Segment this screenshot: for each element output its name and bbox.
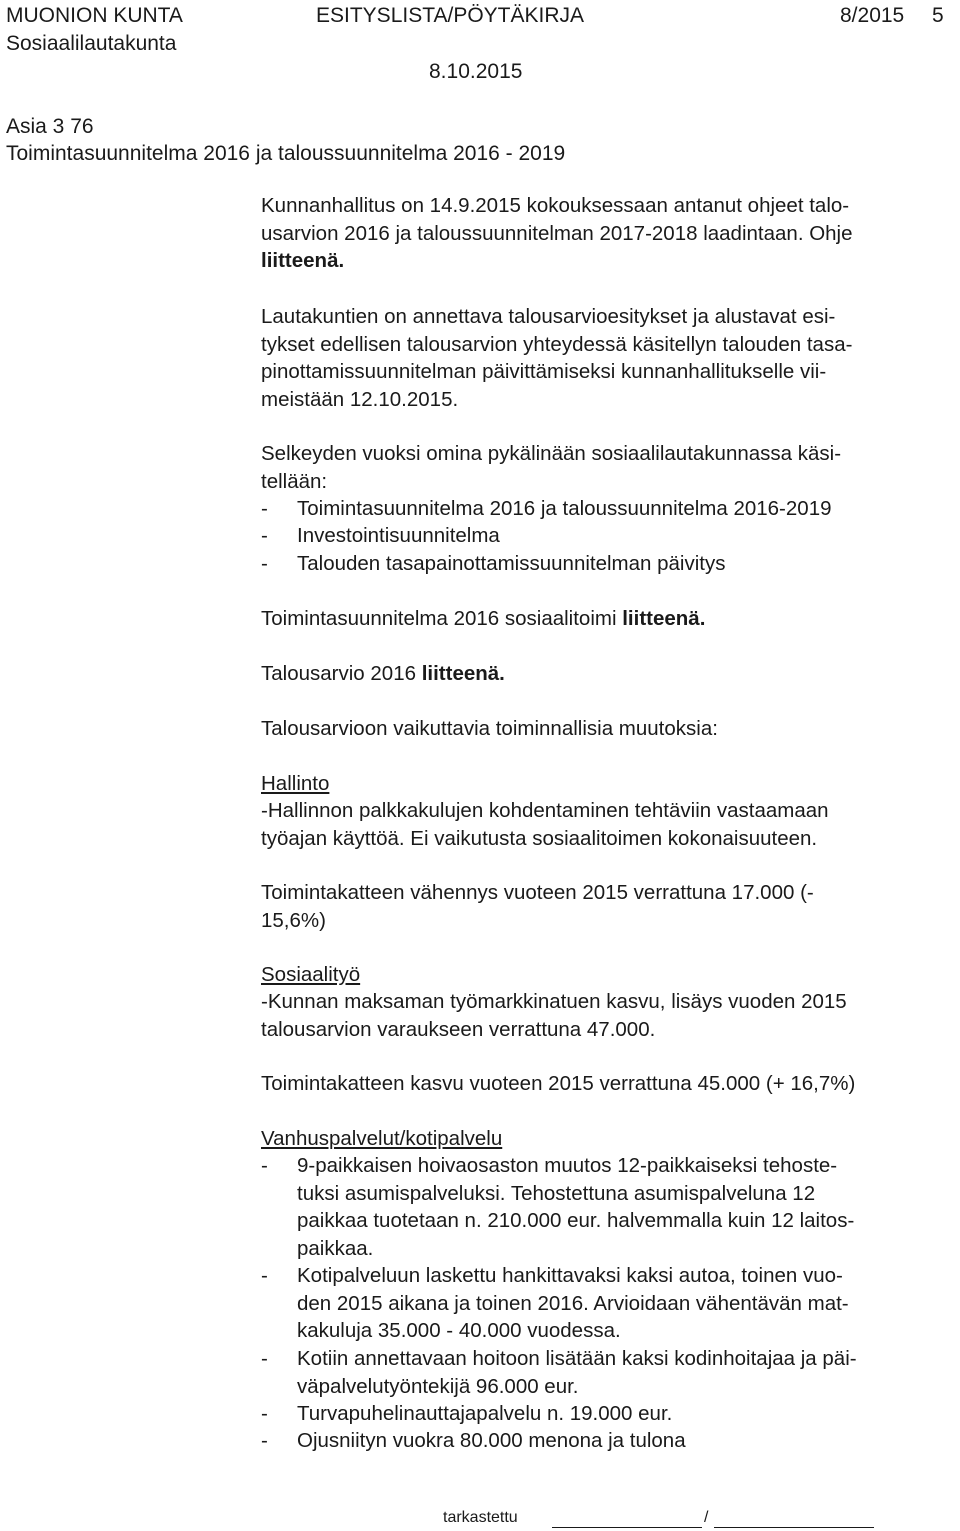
document-type: ESITYSLISTA/PÖYTÄKIRJA — [316, 4, 585, 27]
attachment-reference: liitteenä. — [261, 249, 345, 272]
list-item-text: Turvapuhelinauttajapalvelu n. 19.000 eur. — [297, 1402, 673, 1425]
sosiaalityo-text — [261, 988, 951, 1043]
text-line: kakuluja 35.000 - 40.000 vuodessa. — [297, 1319, 621, 1342]
operating-plan-text: Toimintasuunnitelma 2016 sosiaalitoimi — [261, 607, 617, 630]
hallinto-summary — [261, 879, 951, 934]
list-item: - — [261, 1264, 268, 1287]
item-number: Asia 3 76 — [6, 115, 94, 138]
signature-line — [552, 1527, 702, 1528]
list-item-text — [297, 1262, 947, 1345]
text-line: meistään 12.10.2015. — [261, 387, 459, 411]
signature-separator: / — [704, 1509, 709, 1526]
attachment-reference: liitteenä. — [622, 607, 706, 630]
list-item-text: Talouden tasapainottamissuunnitelman päivitys — [297, 552, 726, 575]
text-line: -Hallinnon palkkakulujen kohdentaminen tehtäviin vastaamaan — [261, 799, 829, 822]
operating-plan-line — [261, 605, 705, 633]
checked-label: tarkastettu — [443, 1509, 518, 1526]
list-item: - — [261, 497, 268, 520]
text-line: den 2015 aikana ja toinen 2016. Arvioidaan vähentävän mat- — [297, 1291, 849, 1315]
page-number: 5 — [932, 4, 944, 27]
section-heading-hallinto: Hallinto — [261, 772, 330, 795]
list-item: - — [261, 1154, 268, 1177]
text-line: usarvion 2016 ja taloussuunnitelman 2017-2018 laadintaan. Ohje — [261, 221, 853, 245]
list-item-text: Toimintasuunnitelma 2016 ja taloussuunnitelma 2016-2019 — [297, 497, 832, 520]
text-line: Kunnanhallitus on 14.9.2015 kokouksessaan antanut ohjeet talo- — [261, 194, 850, 217]
section-heading-vanhuspalvelut: Vanhuspalvelut/kotipalvelu — [261, 1127, 503, 1150]
text-line: Selkeyden vuoksi omina pykälinään sosiaalilautakunnassa käsi- — [261, 442, 842, 465]
list-item: - — [261, 552, 268, 575]
org-name: MUONION KUNTA — [6, 4, 183, 27]
text-line: paikkaa tuotetaan n. 210.000 eur. halvemmalla kuin 12 laitos- — [297, 1209, 855, 1232]
list-item: - — [261, 524, 268, 547]
attachment-reference: liitteenä. — [421, 662, 505, 685]
changes-heading: Talousarvioon vaikuttavia toiminnallisia muutoksia: — [261, 717, 718, 740]
document-number: 8/2015 — [840, 4, 905, 27]
text-line: 9-paikkaisen hoivaosaston muutos 12-paikkaiseksi tehoste- — [297, 1154, 838, 1177]
text-line: pinottamissuunnitelman päivittämiseksi kunnanhallitukselle vii- — [261, 360, 827, 383]
text-line: Toimintakatteen vähennys vuoteen 2015 verrattuna 17.000 (- — [261, 881, 814, 904]
list-item-text: Investointisuunnitelma — [297, 524, 500, 547]
text-line: Kotiin annettavaan hoitoon lisätään kaksi kodinhoitajaa ja päi- — [297, 1347, 857, 1370]
paragraph-instructions — [261, 192, 951, 275]
meeting-date: 8.10.2015 — [429, 60, 523, 83]
paragraph-sections — [261, 440, 951, 495]
text-line: paikkaa. — [297, 1236, 374, 1260]
list-item: - — [261, 1402, 268, 1425]
signature-line — [714, 1527, 874, 1528]
text-line: työajan käyttöä. Ei vaikutusta sosiaalitoimen kokonaisuuteen. — [261, 826, 818, 850]
text-line: -Kunnan maksaman työmarkkinatuen kasvu, lisäys vuoden 2015 — [261, 990, 847, 1013]
text-line: väpalvelutyöntekijä 96.000 eur. — [297, 1374, 579, 1398]
list-item: - — [261, 1429, 268, 1452]
text-line: tuksi asumispalveluksi. Tehostettuna asumispalveluna 12 — [297, 1181, 816, 1205]
text-line: Kotipalveluun laskettu hankittavaksi kaksi autoa, toinen vuo- — [297, 1264, 843, 1287]
item-title: Toimintasuunnitelma 2016 ja taloussuunnitelma 2016 - 2019 — [6, 142, 566, 165]
list-item-text: Ojusniityn vuokra 80.000 menona ja tulona — [297, 1429, 686, 1452]
paragraph-deadline — [261, 303, 951, 413]
text-line: tellään: — [261, 469, 328, 493]
board-name: Sosiaalilautakunta — [6, 32, 177, 55]
text-line: Lautakuntien on annettava talousarvioesitykset ja alustavat esi- — [261, 305, 836, 328]
sosiaalityo-summary: Toimintakatteen kasvu vuoteen 2015 verrattuna 45.000 (+ 16,7%) — [261, 1072, 856, 1095]
budget-text: Talousarvio 2016 — [261, 662, 416, 685]
text-line: talousarvion varaukseen verrattuna 47.000. — [261, 1017, 656, 1041]
section-heading-sosiaalityo: Sosiaalityö — [261, 963, 361, 986]
list-item-text — [297, 1152, 947, 1262]
text-line: 15,6%) — [261, 908, 326, 932]
text-line: tykset edellisen talousarvion yhteydessä käsitellyn talouden tasa- — [261, 332, 853, 356]
list-item: - — [261, 1347, 268, 1370]
hallinto-text — [261, 797, 951, 852]
budget-line — [261, 660, 505, 688]
list-item-text — [297, 1345, 947, 1400]
